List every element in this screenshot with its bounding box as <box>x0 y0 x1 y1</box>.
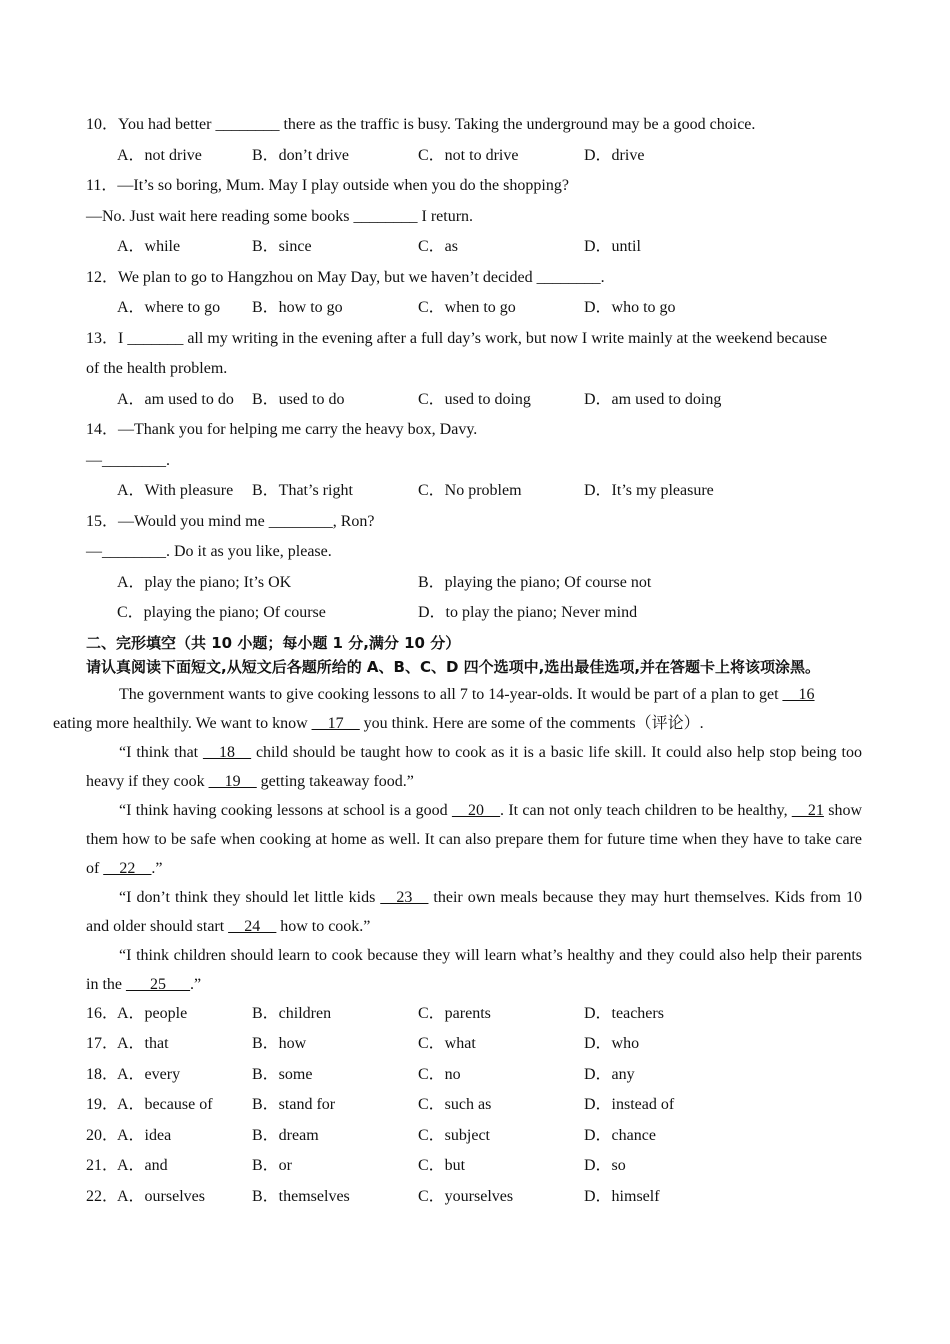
question-15-stem-2: —________. Do it as you like, please. <box>86 543 332 560</box>
option-d: D．who to go <box>584 299 676 316</box>
option-d: D．to play the piano; Never mind <box>418 604 638 621</box>
section-title: 二、完形填空（共 10 小题；每小题 1 分,满分 10 分） <box>86 633 461 652</box>
option-b: B．how to go <box>252 299 343 316</box>
cloze-row-22 <box>86 1182 862 1213</box>
cloze-row-16 <box>86 999 862 1030</box>
option-c: C．such as <box>418 1096 492 1113</box>
exam-page <box>53 110 863 1212</box>
question-14-options <box>86 476 862 507</box>
question-number: 21． <box>86 1157 119 1174</box>
question-10-stem: 10．You had better ________ there as the traffic is busy. Taking the underground may be a good choice. <box>86 116 756 133</box>
question-number: 18． <box>86 1065 119 1083</box>
question-14-stem: 14．—Thank you for helping me carry the heavy box, Davy. <box>86 421 478 438</box>
option-b: B．some <box>252 1065 313 1083</box>
option-a: A．not drive <box>117 146 202 164</box>
question-12-options <box>86 293 862 324</box>
question-14-stem-2: —________. <box>86 451 170 469</box>
option-d: D．am used to doing <box>584 390 722 408</box>
question-number: 22． <box>86 1187 119 1205</box>
option-d: D．until <box>584 238 641 255</box>
question-13-stem-2: of the health problem. <box>86 360 228 377</box>
passage-paragraph-4: “I don’t think they should let little kids __23__ their own meals because they may hurt themselves. Kids from 10 and older should start __24__ how to cook.” <box>86 888 863 935</box>
section-instructions: 请认真阅读下面短文,从短文后各题所给的 A、B、C、D 四个选项中,选出最佳选项,并在答题卡上将该项涂黑。 <box>86 657 821 676</box>
question-10-options <box>86 141 862 172</box>
option-d: D．drive <box>584 146 645 164</box>
option-d: D．himself <box>584 1187 660 1205</box>
option-d: D．teachers <box>584 1004 664 1022</box>
option-a: A．With pleasure <box>117 482 234 499</box>
option-a: A．idea <box>117 1126 172 1144</box>
option-c: C．yourselves <box>418 1187 514 1205</box>
option-a: A．play the piano; It’s OK <box>117 573 292 591</box>
option-b: B．used to do <box>252 390 345 408</box>
cloze-row-19 <box>86 1090 862 1121</box>
option-d: D．instead of <box>584 1096 675 1113</box>
question-11-options <box>86 232 862 263</box>
question-15-options-row-2 <box>86 598 862 629</box>
option-c: C．playing the piano; Of course <box>117 604 326 621</box>
passage-paragraph-5: “I think children should learn to cook because they will learn what’s healthy and they could also help their parents in the ___25___.” <box>86 946 862 993</box>
option-c: C．but <box>418 1157 466 1174</box>
option-b: B．or <box>252 1157 293 1174</box>
blank-24: __24__ <box>228 917 277 935</box>
question-11-stem: 11．—It’s so boring, Mum. May I play outside when you do the shopping? <box>86 177 569 194</box>
cloze-row-17 <box>86 1029 862 1060</box>
option-a: A．that <box>117 1035 169 1052</box>
option-a: A．am used to do <box>117 390 234 408</box>
option-b: B．stand for <box>252 1096 336 1113</box>
option-b: B．how <box>252 1035 307 1052</box>
option-d: D．so <box>584 1157 626 1174</box>
option-b: B．playing the piano; Of course not <box>418 573 652 591</box>
blank-25: ___25___ <box>126 975 190 993</box>
option-b: B．themselves <box>252 1187 350 1205</box>
option-b: B．That’s right <box>252 482 353 499</box>
blank-23: __23__ <box>380 888 429 906</box>
blank-18: __18__ <box>203 743 252 761</box>
passage-paragraph-3: “I think having cooking lessons at school is a good __20__. It can not only teach children to be healthy, __21 show them how to be safe when cooking at home as well. It can also prepare them for future time when they have to take care of __22__.” <box>86 801 863 877</box>
option-d: D．chance <box>584 1126 656 1144</box>
question-13-stem: 13．I _______ all my writing in the evening after a full day’s work, but now I write mainly at the weekend because <box>86 329 828 347</box>
option-c: C．No problem <box>418 482 522 499</box>
option-b: B．children <box>252 1004 332 1022</box>
cloze-row-21 <box>86 1151 862 1182</box>
option-c: C．subject <box>418 1126 490 1144</box>
blank-19: __19__ <box>208 772 257 790</box>
question-number: 20． <box>86 1126 119 1144</box>
question-12-stem: 12．We plan to go to Hangzhou on May Day, but we haven’t decided ________. <box>86 268 605 286</box>
option-b: B．since <box>252 238 312 255</box>
cloze-row-18 <box>86 1060 862 1091</box>
blank-20: __20__ <box>452 801 500 819</box>
question-15-stem: 15．—Would you mind me ________, Ron? <box>86 512 375 530</box>
question-number: 19． <box>86 1096 119 1113</box>
passage-paragraph-2: “I think that __18__ child should be taught how to cook as it is a basic life skill. It could also help stop being too heavy if they cook __19__ getting takeaway food.” <box>86 743 863 790</box>
option-c: C．no <box>418 1065 461 1083</box>
option-c: C．not to drive <box>418 146 519 164</box>
passage-paragraph-1: The government wants to give cooking lessons to all 7 to 14-year-olds. It would be part of a plan to get __16 eating more healthily. We want to know __17__ you think. Here are some of the comments（评论）. <box>53 685 815 732</box>
option-d: D．It’s my pleasure <box>584 482 714 499</box>
blank-17: __17__ <box>311 714 360 732</box>
option-d: D．any <box>584 1065 635 1083</box>
option-a: A．while <box>117 238 181 255</box>
question-number: 16． <box>86 1004 119 1022</box>
option-c: C．when to go <box>418 299 516 316</box>
option-a: A．because of <box>117 1096 213 1113</box>
option-a: A．people <box>117 1004 188 1022</box>
question-13-options <box>86 385 862 416</box>
question-11-stem-2: —No. Just wait here reading some books ________ I return. <box>86 207 474 225</box>
option-a: A．ourselves <box>117 1187 205 1205</box>
blank-16: __16 <box>782 685 815 703</box>
blank-21: __21 <box>791 801 824 819</box>
blank-22: __22__ <box>103 859 152 877</box>
option-c: C．used to doing <box>418 390 531 408</box>
option-b: B．don’t drive <box>252 146 350 164</box>
option-a: A．every <box>117 1065 181 1083</box>
option-c: C．parents <box>418 1004 491 1022</box>
cloze-row-20 <box>86 1121 862 1152</box>
question-number: 17． <box>86 1035 119 1052</box>
option-c: C．what <box>418 1035 476 1052</box>
option-b: B．dream <box>252 1126 319 1144</box>
option-c: C．as <box>418 238 459 255</box>
option-a: A．and <box>117 1157 168 1174</box>
option-d: D．who <box>584 1035 640 1052</box>
question-15-options-row-1 <box>86 568 862 599</box>
option-a: A．where to go <box>117 299 221 316</box>
